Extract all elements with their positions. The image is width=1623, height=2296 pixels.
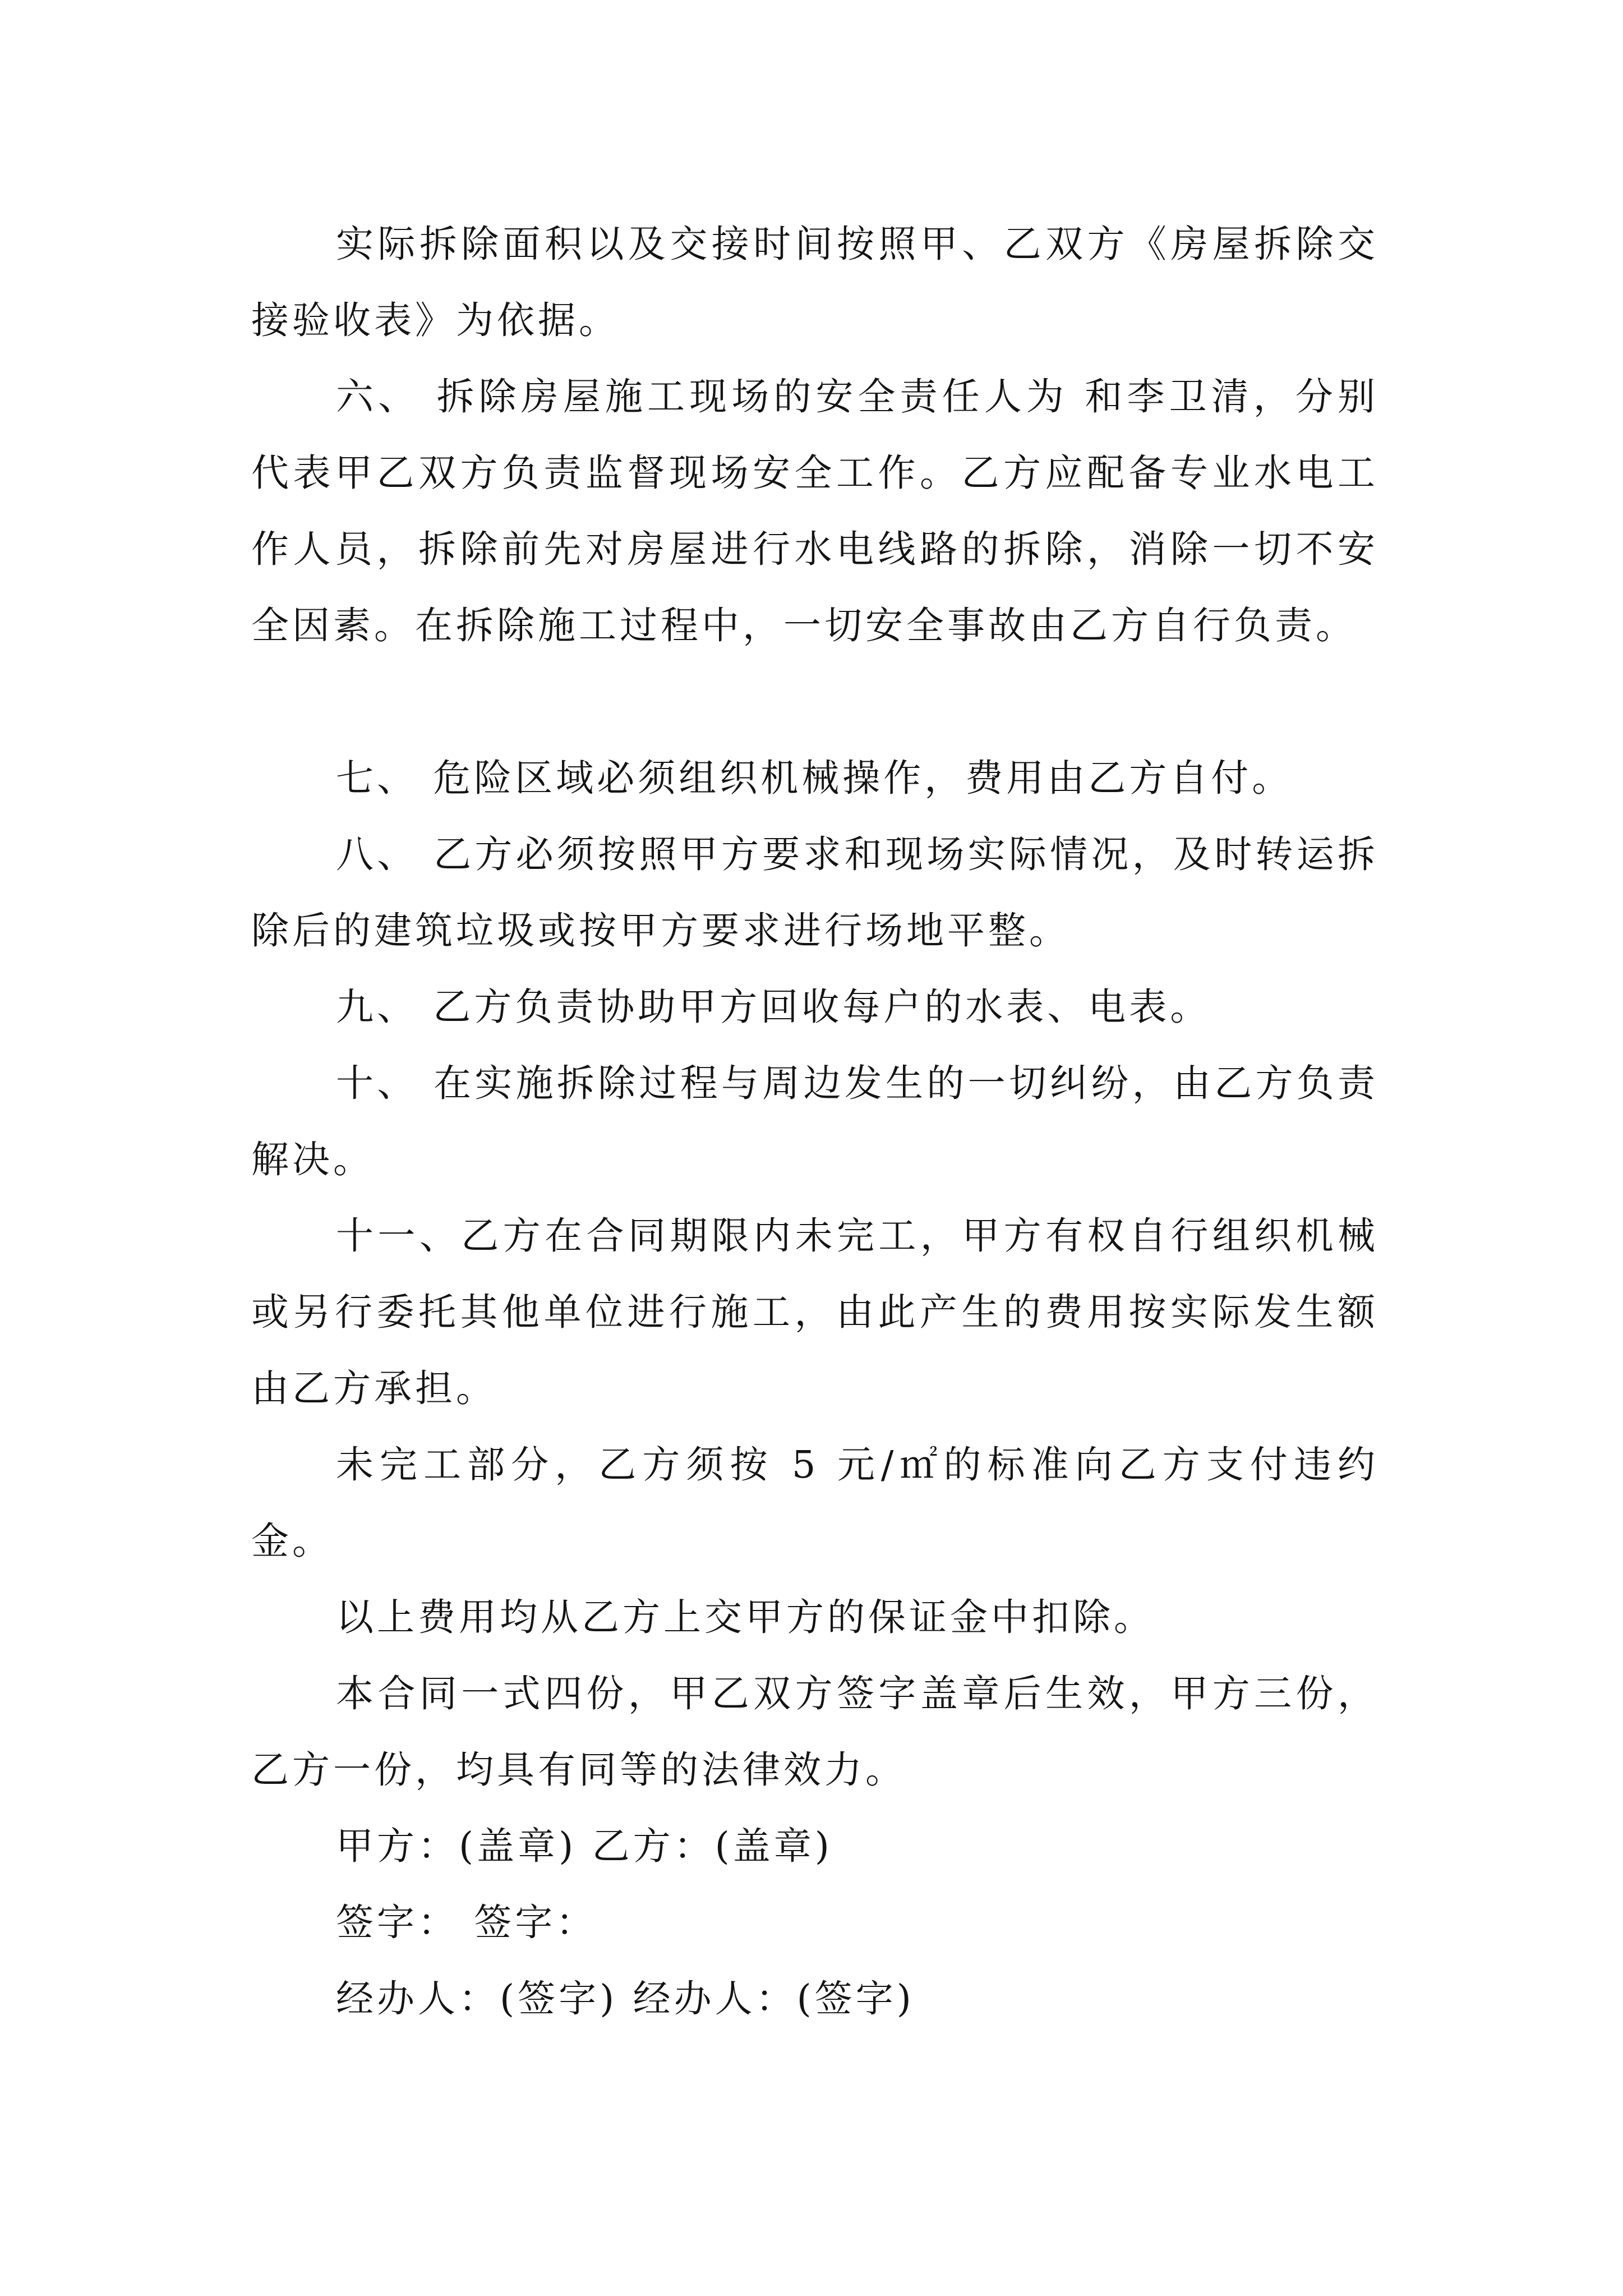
paragraph-clause-6-safety: 六、 拆除房屋施工现场的安全责任人为 和李卫清，分别代表甲乙双方负责监督现场安全工作。乙方应配备专业水电工作人员，拆除前先对房屋进行水电线路的拆除，消除一切不安全因素。在拆除施工过程中，一切安全事故由乙方自行负责。 bbox=[251, 375, 1378, 647]
paragraph-deposit-deduction: 以上费用均从乙方上交甲方的保证金中扣除。 bbox=[336, 1595, 1155, 1639]
paragraph-copies-validity: 本合同一式四份，甲乙双方签字盖章后生效，甲方三份，乙方一份，均具有同等的法律效力。 bbox=[251, 1672, 1378, 1792]
paragraph-clause-9-meters: 九、 乙方负责协助甲方回收每户的水表、电表。 bbox=[336, 985, 1211, 1029]
paragraph-penalty: 未完工部分，乙方须按 5 元/㎡的标准向乙方支付违约金。 bbox=[251, 1443, 1378, 1563]
paragraph-clause-7-machinery: 七、 危险区域必须组织机械操作，费用由乙方自付。 bbox=[336, 756, 1293, 800]
paragraph-clause-8-debris: 八、 乙方必须按照甲方要求和现场实际情况，及时转运拆除后的建筑垃圾或按甲方要求进行场地平整。 bbox=[251, 832, 1378, 953]
paragraph-demolition-area: 实际拆除面积以及交接时间按照甲、乙双方《房屋拆除交接验收表》为依据。 bbox=[251, 222, 1378, 342]
paragraph-clause-10-disputes: 十、 在实施拆除过程与周边发生的一切纠纷，由乙方负责解决。 bbox=[251, 1061, 1378, 1181]
signature-seal-line: 甲方：(盖章) 乙方：(盖章) bbox=[336, 1824, 833, 1868]
signature-handler-line: 经办人：(签字) 经办人：(签字) bbox=[336, 1977, 915, 2021]
paragraph-clause-11-delay: 十一、乙方在合同期限内未完工，甲方有权自行组织机械或另行委托其他单位进行施工，由此产生的费用按实际发生额由乙方承担。 bbox=[251, 1214, 1378, 1410]
signature-sign-line: 签字： 签字： bbox=[336, 1901, 597, 1944]
